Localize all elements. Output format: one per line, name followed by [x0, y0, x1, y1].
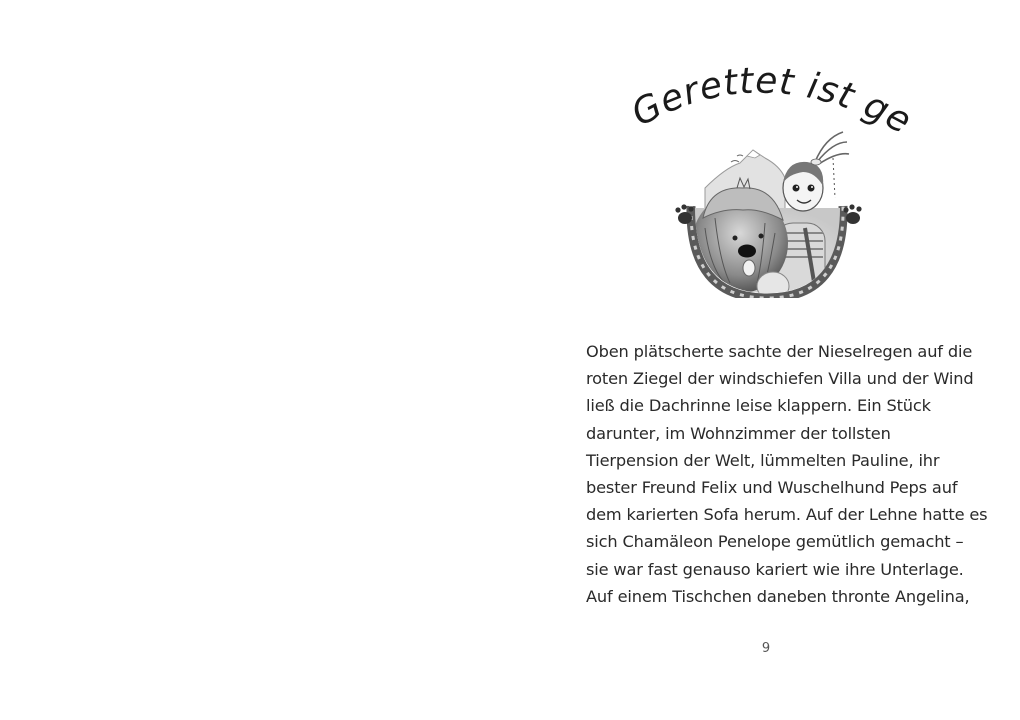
page-number: 9	[761, 641, 771, 656]
text-line: darunter, im Wohnzimmer der tollsten	[586, 423, 891, 443]
text-line: roten Ziegel der windschiefen Villa und der Wind	[586, 369, 974, 389]
text-line: dem karierten Sofa herum. Auf der Lehne hatte es	[586, 505, 988, 525]
chapter-title-text: Gerettet ist gerettet	[618, 20, 919, 143]
text-line: Auf einem Tischchen daneben thronte Angelina,	[586, 586, 970, 606]
chapter-illustration	[665, 128, 870, 298]
right-page	[510, 0, 1020, 720]
text-line: bester Freund Felix und Wuschelhund Peps auf	[586, 478, 958, 498]
text-line: ließ die Dachrinne leise klappern. Ein Stück	[586, 396, 931, 416]
text-line: Tierpension der Welt, lümmelten Pauline, ihr	[586, 450, 940, 470]
svg-text:Gerettet ist gerettet	[618, 20, 918, 142]
chapter-body-text	[586, 338, 988, 610]
text-line: sie war fast genauso kariert wie ihre Unterlage.	[586, 559, 964, 579]
girl-head	[783, 132, 849, 211]
text-line: Oben plätscherte sachte der Nieselregen auf die	[586, 342, 973, 361]
text-line: sich Chamäleon Penelope gemütlich gemacht –	[586, 532, 964, 552]
